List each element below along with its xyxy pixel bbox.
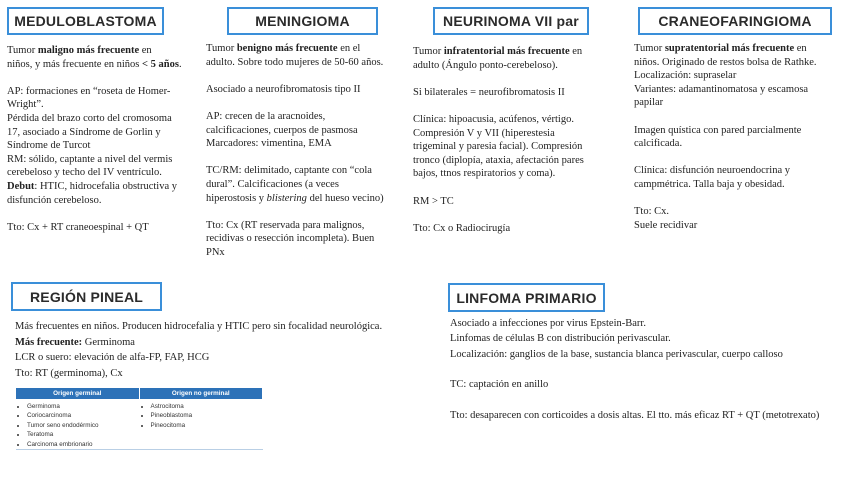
meningioma-title: MENINGIOMA — [227, 7, 378, 35]
table-header-no-germinal: Origen no germinal — [140, 388, 264, 399]
meningioma-text: Tumor benigno más frecuente en el adulto. Sobre todo mujeres de 50-60 años. Asociado a neurofibromatosis tipo II AP: crecen de la aracnoides, calcificaciones, cuerpos de pasmosa Marcadores: vimentina, EMA TC/RM: delimitado, captante con “cola dural”. Calcificaciones (a veces hiperostosis y blistering del hueso vecino) Tto: Cx (RT reservada para malignos, recidivas o resección incompleta). Buen PNx — [206, 43, 384, 258]
pineal-title: REGIÓN PINEAL — [11, 282, 162, 311]
list-item: • Tumor seno endodérmico — [27, 421, 140, 430]
list-item: • Pineoblastoma — [151, 411, 264, 420]
linfoma-title: LINFOMA PRIMARIO — [448, 283, 605, 312]
neurinoma-text: Tumor infratentorial más frecuente en adulto (Ángulo ponto-cerebeloso). Si bilaterales = neurofibromatosis II Clínica: hipoacusia, acúfenos, vértigo. Compresión V y VII (hiperestesia trigeminal y paresia facial). Compresión tronco (diplopía, ataxia, afectación pares bajos, ttnos respiratorios y coma). RM > TC Tto: Cx o Radiocirugía — [413, 46, 584, 234]
craneofaringioma-text: Tumor supratentorial más frecuente en niños. Originado de restos bolsa de Rathke. Localización: supraselar Variantes: adamantinomatosa y escamosa papilar Imagen quística con pared parcialmente calcificada. Clínica: disfunción neuroendocrina y campmétrica. Talla baja y obesidad. Tto: Cx. Suele recidivar — [634, 43, 817, 231]
linfoma-text: Asociado a infecciones por virus Epstein-Barr. Linfomas de células B con distribución perivascular. Localización: ganglios de la base, sustancia blanca perivascular, cuerpo calloso TC: captación en anillo Tto: desaparecen con corticoides a dosis altas. El tto. más eficaz RT + QT (metotrexato) — [450, 318, 820, 421]
craneofaringioma-title: CRANEOFARINGIOMA — [638, 7, 832, 35]
list-item: • Pineocitoma — [151, 421, 264, 430]
list-item: • Carcinoma embrionario — [27, 440, 140, 449]
list-item: • Teratoma — [27, 430, 140, 439]
neurinoma-title: NEURINOMA VII par — [433, 7, 589, 35]
meduloblastoma-text: Tumor maligno más frecuente en niños, y más frecuente en niños < 5 años. AP: formaciones en “roseta de Homer- Wright”. Pérdida del brazo corto del cromosoma 17, asociado a Síndrome de Gorlin y Síndrome de Turcot RM: sólido, captante a nivel del vermis cerebeloso y techo del IV ventrículo. Debut: HTIC, hidrocefalia obstructiva y disfunción cerebeloso. Tto: Cx + RT craneoespinal + QT — [7, 44, 212, 234]
table-header-germinal: Origen germinal — [16, 388, 140, 399]
meduloblastoma-title: MEDULOBLASTOMA — [7, 7, 164, 35]
list-item: • Germinoma — [27, 402, 140, 411]
germinal-list — [16, 402, 140, 449]
pineal-text: Más frecuentes en niños. Producen hidrocefalia y HTIC pero sin focalidad neurológica. Más frecuente: Germinoma LCR o suero: elevación de alfa-FP, FAP, HCG Tto: RT (germinoma), Cx — [15, 321, 383, 379]
list-item: • Astrocitoma — [151, 402, 264, 411]
med-tto: Tto: Cx + RT craneoespinal + QT — [7, 221, 149, 233]
pineal-origin-table — [16, 388, 263, 450]
list-item: • Coriocarcinoma — [27, 411, 140, 420]
no-germinal-list — [140, 402, 264, 449]
med-ap-line: AP: formaciones en “roseta de Homer- — [7, 85, 171, 97]
